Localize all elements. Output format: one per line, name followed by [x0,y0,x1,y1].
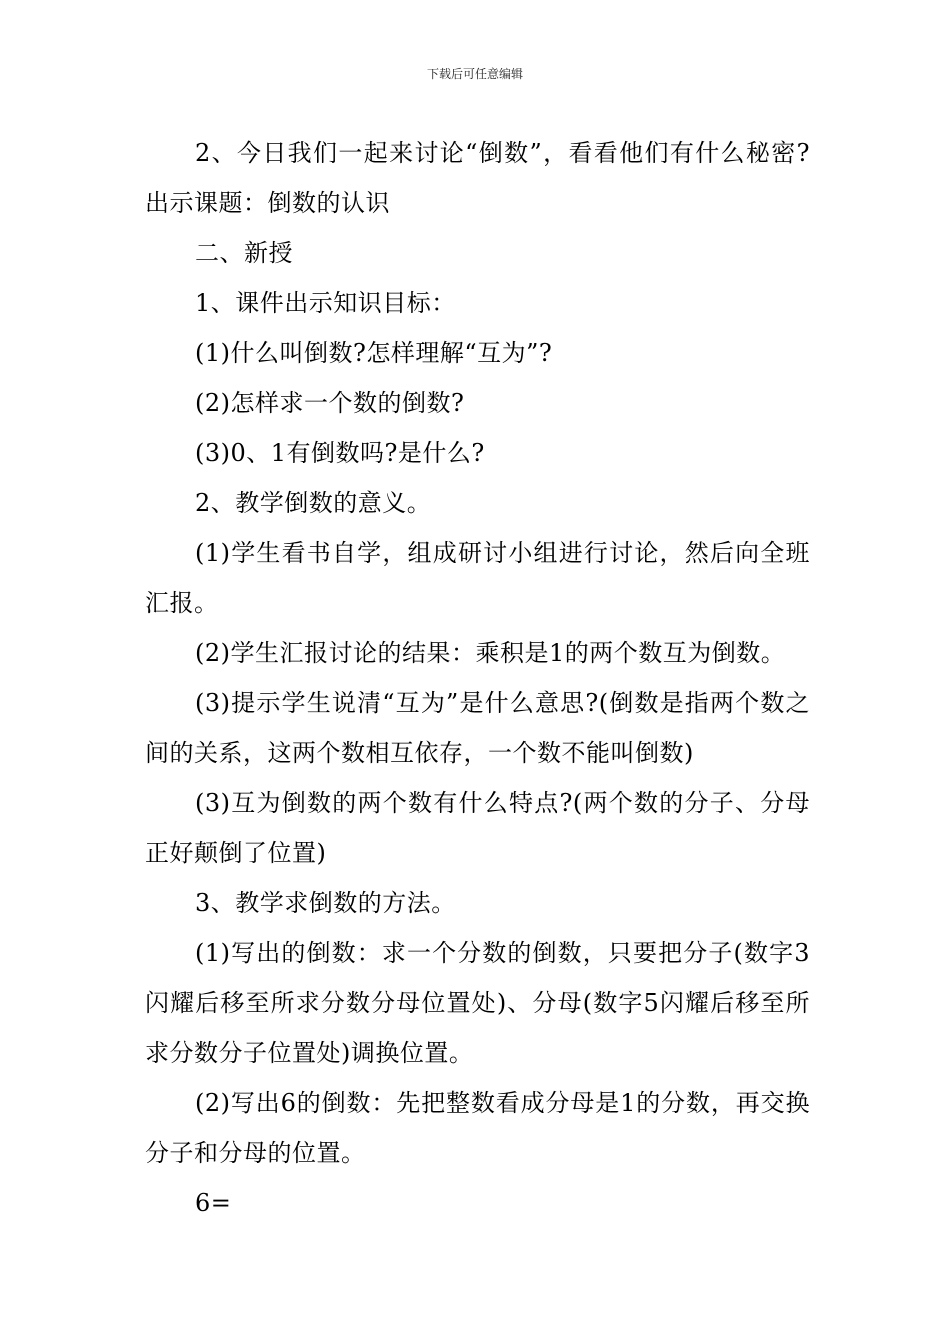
list-item: (1)什么叫倒数?怎样理解“互为”? [195,339,553,367]
list-item: (1)写出的倒数：求一个分数的倒数，只要把分子(数字3闪耀后移至所求分数分母位置处)、分母(数字5闪耀后移至所求分数分子位置处)调换位置。 [145,939,810,1067]
page-header-note: 下载后可任意编辑 [426,67,523,81]
list-item: (2)学生汇报讨论的结果：乘积是1的两个数互为倒数。 [195,639,786,667]
paragraph: 3、教学求倒数的方法。 [195,889,456,917]
equation-line: 6= [195,1189,232,1217]
list-item: (2)写出6的倒数：先把整数看成分母是1的分数，再交换分子和分母的位置。 [145,1089,810,1167]
list-item: (3)0、1有倒数吗?是什么? [195,439,485,467]
list-item: (2)怎样求一个数的倒数? [195,389,465,417]
list-item: (3)提示学生说清“互为”是什么意思?(倒数是指两个数之间的关系，这两个数相互依存，一个数不能叫倒数) [145,689,810,767]
list-item: (3)互为倒数的两个数有什么特点?(两个数的分子、分母正好颠倒了位置) [145,789,810,867]
paragraph: 2、今日我们一起来讨论“倒数”，看看他们有什么秘密?出示课题：倒数的认识 [145,139,810,217]
document-body [145,128,810,1228]
list-item: (1)学生看书自学，组成研讨小组进行讨论，然后向全班汇报。 [145,539,810,617]
paragraph: 1、课件出示知识目标： [195,289,456,317]
section-heading: 二、新授 [195,239,293,267]
paragraph: 2、教学倒数的意义。 [195,489,432,517]
